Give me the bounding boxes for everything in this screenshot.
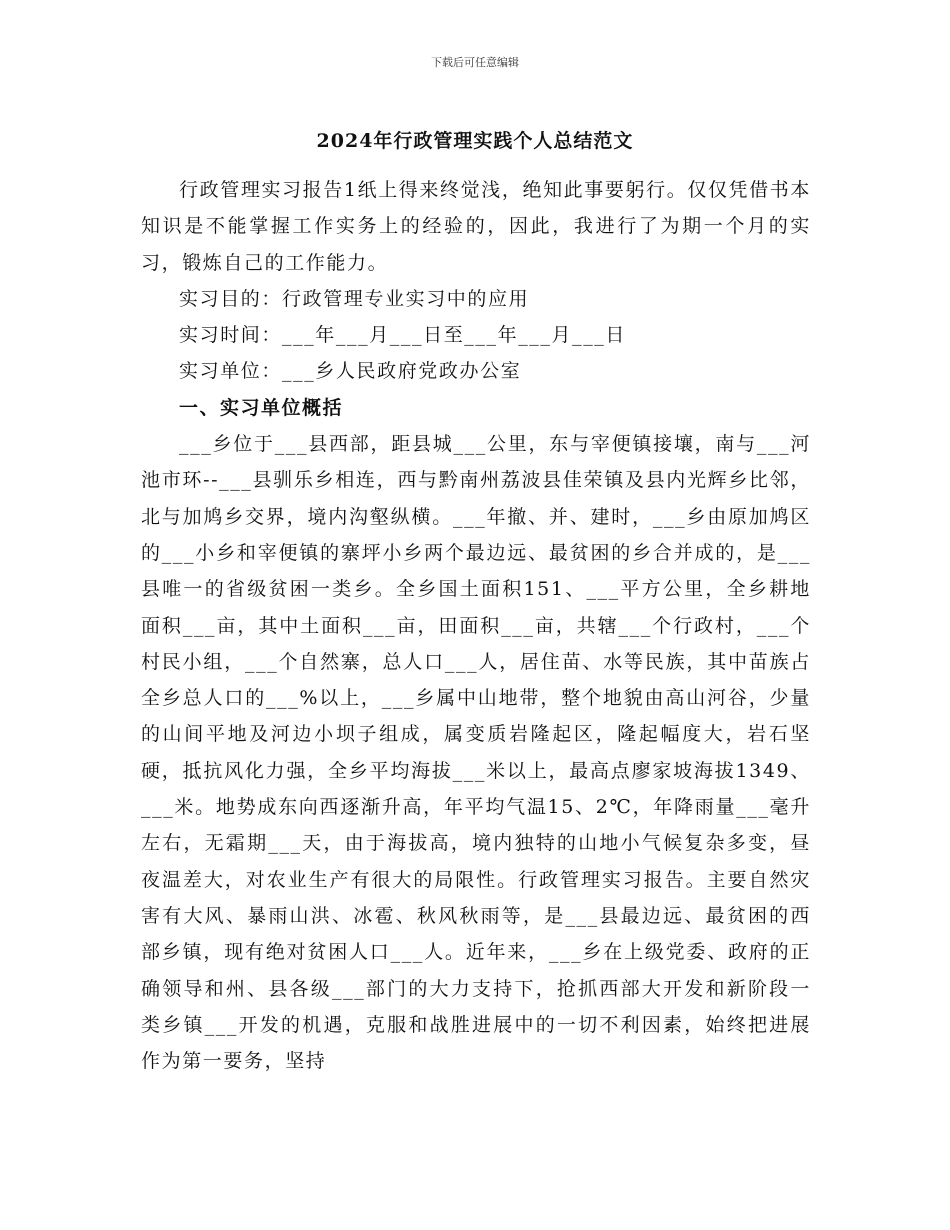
page-header-note: 下载后可任意编辑 — [431, 56, 519, 69]
document-title: 2024年行政管理实践个人总结范文 — [316, 130, 634, 152]
internship-time: 实习时间：___年___月___日至___年___月___日 — [179, 324, 627, 347]
internship-unit: 实习单位：___乡人民政府党政办公室 — [179, 360, 522, 383]
section-heading: 一、实习单位概括 — [179, 396, 344, 419]
internship-purpose: 实习目的：行政管理专业实习中的应用 — [179, 287, 530, 310]
section-body-paragraph: ___乡位于___县西部，距县城___公里，东与宰便镇接壤，南与___河池市环--___县驯乐乡相连，西与黔南州荔波县佳荣镇及县内光辉乡比邻，北与加鸠乡交界，境内沟壑纵横。___年撤、并、建时，___乡由原加鸠区的___小乡和宰便镇的寨坪小乡两个最边远、最贫困的乡合并成的，是___县唯一的省级贫困一类乡。全乡国土面积151、___平方公里，全乡耕地面积___亩，其中土面积___亩，田面积___亩，共辖___个行政村，___个村民小组，___个自然寨，总人口___人，居住苗、水等民族，其中苗族占全乡总人口的___%以上，___乡属中山地带，整个地貌由高山河谷，少量的山间平地及河边小坝子组成，属变质岩隆起区，隆起幅度大，岩石坚硬，抵抗风化力强，全乡平均海拔___米以上，最高点廖家坡海拔1349、___米。地势成东向西逐渐升高，年平均气温15、2℃，年降雨量___毫升左右，无霜期___天，由于海拔高，境内独特的山地小气候复杂多变，昼夜温差大，对农业生产有很大的局限性。行政管理实习报告。主要自然灾害有大风、暴雨山洪、冰雹、秋风秋雨等，是___县最边远、最贫困的西部乡镇，现有绝对贫困人口___人。近年来，___乡在上级党委、政府的正确领导和州、县各级___部门的大力支持下，抢抓西部大开发和新阶段一类乡镇___开发的机遇，克服和战胜进展中的一切不利因素，始终把进展作为第一要务，坚持 — [141, 433, 811, 1073]
document-body — [141, 172, 811, 1079]
intro-paragraph: 行政管理实习报告1纸上得来终觉浅，绝知此事要躬行。仅仅凭借书本知识是不能掌握工作实务上的经验的，因此，我进行了为期一个月的实习，锻炼自己的工作能力。 — [141, 179, 811, 274]
